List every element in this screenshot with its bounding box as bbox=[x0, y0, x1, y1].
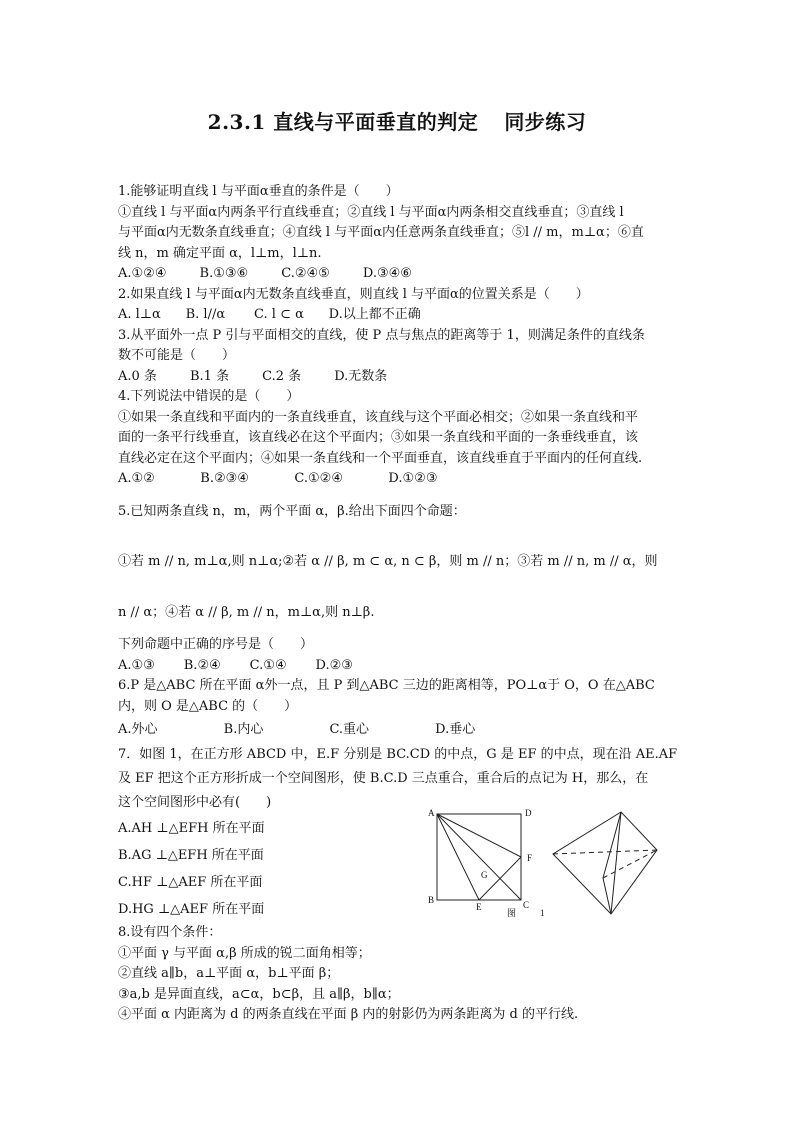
tetra-edge bbox=[603, 878, 611, 914]
title-sub: 同步练习 bbox=[504, 110, 587, 134]
q2-stem: 2.如果直线 l 与平面α内无数条直线垂直，则直线 l 与平面α的位置关系是（ ） bbox=[118, 286, 589, 302]
q5-line: ①若 m // n, m⊥α,则 n⊥α;②若 α // β, m ⊂ α, n ⊂ β，则 m // n；③若 m // n, m // α，则 bbox=[118, 554, 658, 569]
q7-line: 及 EF 把这个正方形折成一个空间图形，使 B.C.D 三点重合，重合后的点记为 H，那么，在 bbox=[118, 771, 649, 786]
label-e: E bbox=[476, 902, 482, 912]
tetra-hidden-edge bbox=[553, 850, 657, 854]
q4-stem: 4.下列说法中错误的是（ ） bbox=[118, 389, 300, 404]
label-f: F bbox=[527, 853, 533, 863]
label-c: C bbox=[523, 900, 530, 910]
q1-line: ①直线 l 与平面α内两条平行直线垂直；②直线 l 与平面α内两条相交直线垂直；③直线 l bbox=[118, 204, 624, 220]
q7-line: 7．如图 1，在正方形 ABCD 中，E.F 分别是 BC.CD 的中点，G 是 EF 的中点，现在沿 AE.AF bbox=[118, 747, 678, 762]
q7-option-a: A.AH ⊥△EFH 所在平面 bbox=[118, 821, 265, 836]
q3-line: 数不可能是（ ） bbox=[118, 348, 236, 363]
q4-line: 直线必定在这个平面内；④如果一条直线和一个平面垂直，该直线垂直于平面内的任何直线. bbox=[118, 450, 643, 466]
q8-condition-4: ④平面 α 内距离为 d 的两条直线在平面 β 内的射影仍为两条距离为 d 的平行线. bbox=[118, 1007, 579, 1022]
figure-number: 1 bbox=[540, 908, 545, 918]
tetra-edge bbox=[611, 812, 621, 914]
page-title bbox=[0, 106, 794, 135]
q3-options: A.0 条 B.1 条 C.2 条 D.无数条 bbox=[118, 368, 388, 384]
q3-line: 3.从平面外一点 P 引与平面相交的直线，使 P 点与焦点的距离等于 1，则满足条件的直线条 bbox=[118, 327, 645, 343]
q1-line: 线 n，m 确定平面 α，l⊥m，l⊥n. bbox=[118, 245, 322, 261]
q4-options: A.①② B.②③④ C.①②④ D.①②③ bbox=[118, 471, 438, 486]
q5-line: n // α；④若 α // β, m // n，m⊥α,则 n⊥β. bbox=[118, 604, 375, 620]
q5-stem: 5.已知两条直线 n，m，两个平面 α，β.给出下面四个命题： bbox=[118, 503, 466, 519]
label-a: A bbox=[428, 808, 435, 818]
tetra-hidden-edge bbox=[603, 850, 657, 878]
q1-stem: 1.能够证明直线 l 与平面α垂直的条件是（ ） bbox=[118, 184, 399, 199]
fold-line-ae bbox=[437, 814, 479, 900]
q2-options: A. l⊥α B. l//α C. l ⊂ α D.以上都不正确 bbox=[118, 307, 421, 322]
q8-condition-3: ③a,b 是异面直线，a⊂α，b⊂β，且 a∥β，b∥α； bbox=[118, 986, 400, 1002]
q7-line: 这个空间图形中必有( ) bbox=[118, 795, 272, 810]
label-d: D bbox=[525, 808, 532, 818]
q1-options: A.①②④ B.①③⑥ C.②④⑤ D.③④⑥ bbox=[118, 266, 412, 281]
q7-option-c: C.HF ⊥△AEF 所在平面 bbox=[118, 875, 263, 890]
q8-condition-1: ①平面 γ 与平面 α,β 所成的锐二面角相等； bbox=[118, 945, 371, 961]
q7-option-b: B.AG ⊥△EFH 所在平面 bbox=[118, 848, 264, 863]
fold-line-af bbox=[437, 814, 521, 857]
q5-ask: 下列命题中正确的序号是（ ） bbox=[118, 637, 314, 652]
q7-option-d: D.HG ⊥△AEF 所在平面 bbox=[118, 902, 265, 917]
figure-caption: 图 bbox=[507, 908, 517, 918]
q4-line: ①如果一条直线和平面内的一条直线垂直，该直线与这个平面必相交；②如果一条直线和平 bbox=[118, 409, 639, 425]
q6-line: 6.P 是△ABC 所在平面 α外一点，且 P 到△ABC 三边的距离相等，PO⊥α于 O，O 在△ABC bbox=[118, 678, 655, 693]
diagonal-ac bbox=[437, 814, 521, 900]
q8-condition-2: ②直线 a∥b，a⊥平面 α，b⊥平面 β； bbox=[118, 966, 340, 981]
q6-options: A.外心 B.内心 C.重心 D.垂心 bbox=[118, 722, 476, 737]
label-b: B bbox=[428, 895, 435, 905]
q5-options: A.①③ B.②④ C.①④ D.②③ bbox=[118, 657, 353, 673]
title-main: 2.3.1 直线与平面垂直的判定 bbox=[207, 110, 479, 134]
q7-figure bbox=[425, 808, 665, 920]
q8-stem: 8.设有四个条件： bbox=[118, 925, 222, 940]
q1-line: 与平面α内无数条直线垂直；④直线 l 与平面α内任意两条直线垂直；⑤l // m，m⊥α；⑥直 bbox=[118, 225, 644, 240]
label-g: G bbox=[481, 870, 488, 880]
q6-line: 内，则 O 是△ABC 的（ ） bbox=[118, 698, 298, 714]
q4-line: 面的一条平行线垂直，该直线必在这个平面内；③如果一条直线和平面的一条垂线垂直，该 bbox=[118, 430, 639, 445]
tetrahedron-outline bbox=[553, 812, 657, 914]
